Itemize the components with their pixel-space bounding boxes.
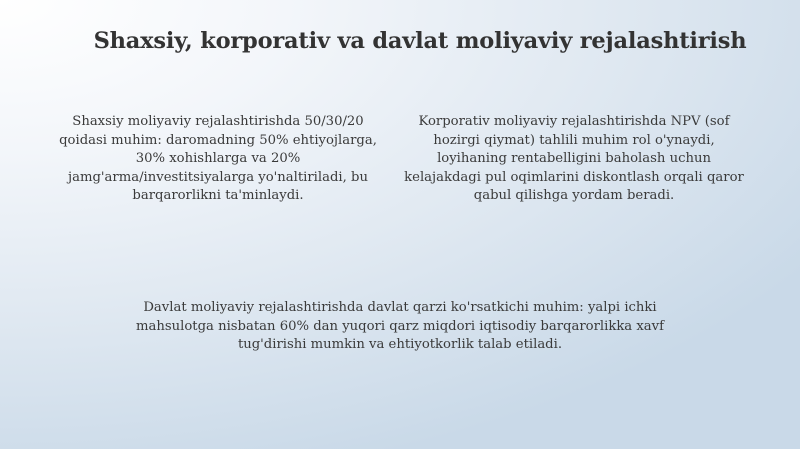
corporate-finance-text: Korporativ moliyaviy rejalashtirishda NPV (sof hozirgi qiymat) tahlili muhim rol o'ynaydi, loyihaning rentabelligini baholash uchun kelajakdagi pul oqimlarini diskontlash orqali qaror qabul qilishga yordam beradi. [404, 114, 744, 203]
government-finance-text: Davlat moliyaviy rejalashtirishda davlat qarzi ko'rsatkichi muhim: yalpi ichki mahsulotga nisbatan 60% dan yuqori qarz miqdori iqtisodiy barqarorlikka xavf tug'dirishi mumkin va ehtiyotkorlik talab etiladi. [136, 300, 664, 352]
slide-title: Shaxsiy, korporativ va davlat moliyaviy rejalashtirish [93, 28, 747, 54]
personal-finance-text: Shaxsiy moliyaviy rejalashtirishda 50/30/20 qoidasi muhim: daromadning 50% ehtiyojlarga, 30% xohishlarga va 20% jamg'arma/investitsiyalarga yo'naltiriladi, bu barqarorlikni ta'minlaydi. [59, 114, 377, 203]
